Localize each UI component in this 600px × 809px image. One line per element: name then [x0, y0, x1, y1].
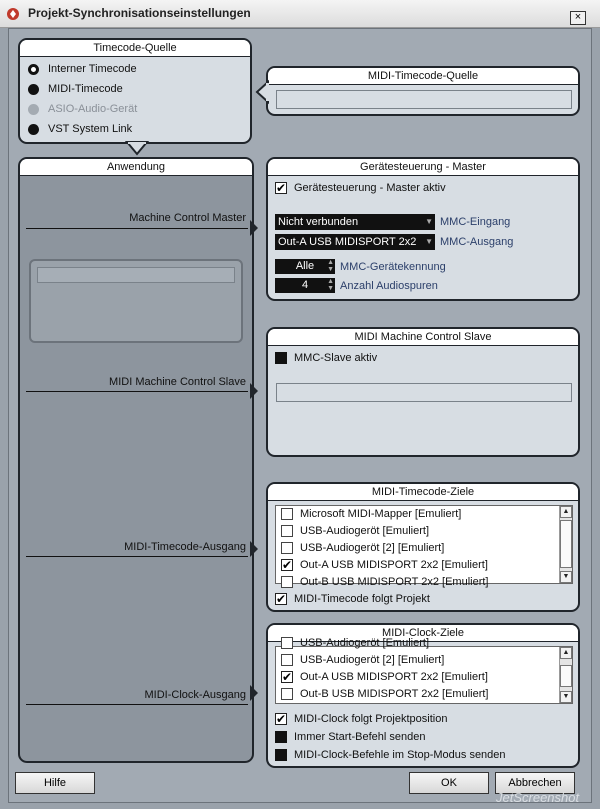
mmc-slave-field[interactable] [276, 383, 572, 402]
cancel-button[interactable]: Abbrechen [495, 772, 575, 794]
checkbox-checked-icon [281, 671, 293, 683]
midi-timecode-source-title: MIDI-Timecode-Quelle [268, 68, 578, 85]
mtc-out-pointer [250, 541, 258, 557]
mmc-slave-label: MIDI Machine Control Slave [109, 376, 246, 388]
mmc-device-id-label: MMC-Gerätekennung [340, 261, 446, 273]
spinner-arrows-icon: ▲ ▼ [327, 259, 334, 273]
mmc-slave-title: MIDI Machine Control Slave [268, 329, 578, 346]
mmc-input-dropdown[interactable]: Nicht verbunden ▼ [275, 214, 435, 230]
mmc-slave-active-checkbox[interactable]: MMC-Slave aktiv [275, 350, 377, 366]
mmc-output-dropdown[interactable]: Out-A USB MIDISPORT 2x2 ▼ [275, 234, 435, 250]
mmc-device-id-spinner[interactable]: Alle ▲ ▼ [275, 259, 335, 274]
help-button[interactable]: Hilfe [15, 772, 95, 794]
list-item[interactable]: Microsoft MIDI-Mapper [Emuliert] [276, 506, 572, 523]
close-button[interactable]: × [570, 11, 586, 25]
clock-out-label: MIDI-Clock-Ausgang [144, 689, 246, 701]
always-send-start-checkbox[interactable]: Immer Start-Befehl senden [275, 729, 425, 745]
checkbox-filled-icon [275, 352, 287, 364]
clock-targets-scrollbar[interactable] [559, 647, 572, 703]
checkbox-empty-icon [281, 688, 293, 700]
ok-button[interactable]: OK [409, 772, 489, 794]
list-item[interactable]: USB-Audiogeröt [2] [Emuliert] [276, 652, 572, 669]
checkbox-checked-icon [275, 593, 287, 605]
mmc-input-label: MMC-Eingang [440, 216, 511, 228]
mtc-targets-panel [266, 482, 580, 612]
checkbox-checked-icon [281, 559, 293, 571]
list-item[interactable]: USB-Audiogeröt [Emuliert] [276, 635, 572, 652]
mtc-out-line [26, 556, 248, 557]
cubase-app-icon [6, 7, 20, 21]
scroll-down-icon[interactable]: ▼ [560, 691, 572, 703]
clock-follow-position-checkbox[interactable]: ✔ MIDI-Clock folgt Projektposition [275, 711, 447, 727]
midi-timecode-source-pointer [256, 82, 268, 102]
machine-control-master-label: Machine Control Master [129, 212, 246, 224]
timecode-source-panel [18, 38, 252, 144]
machine-control-master-pointer [250, 220, 258, 236]
checkbox-empty-icon [281, 508, 293, 520]
scroll-up-icon[interactable]: ▲ [560, 506, 572, 518]
checkbox-checked-icon [275, 713, 287, 725]
dropdown-arrow-icon: ▼ [425, 217, 433, 226]
radio-filled-icon [28, 124, 39, 135]
clock-targets-panel [266, 623, 580, 768]
mtc-targets-scrollbar[interactable] [559, 506, 572, 583]
checkbox-empty-icon [281, 542, 293, 554]
checkbox-empty-icon [281, 525, 293, 537]
watermark-logo: JetScreenshot [496, 790, 580, 805]
timecode-source-title: Timecode-Quelle [20, 40, 250, 57]
timecode-option-midi[interactable]: MIDI-Timecode [28, 81, 123, 97]
list-item[interactable]: Out-B USB MIDISPORT 2x2 [Emuliert] [276, 686, 572, 703]
application-panel [18, 157, 254, 763]
mtc-follow-project-checkbox[interactable]: ✔ MIDI-Timecode folgt Projekt [275, 591, 430, 607]
audio-tracks-spinner[interactable]: 4 ▲ ▼ [275, 278, 335, 293]
scroll-up-icon[interactable]: ▲ [560, 647, 572, 659]
mmc-slave-pointer [250, 383, 258, 399]
checkbox-empty-icon [281, 637, 293, 649]
radio-disabled-icon [28, 104, 39, 115]
timecode-source-pointer [127, 142, 147, 156]
timecode-option-vst[interactable]: VST System Link [28, 121, 132, 137]
list-item[interactable]: ✔ Out-A USB MIDISPORT 2x2 [Emuliert] [276, 669, 572, 686]
title-bar [0, 0, 600, 28]
checkbox-filled-icon [275, 749, 287, 761]
list-item[interactable]: USB-Audiogeröt [Emuliert] [276, 523, 572, 540]
list-item[interactable]: ✔ Out-A USB MIDISPORT 2x2 [Emuliert] [276, 557, 572, 574]
list-item[interactable]: USB-Audiogeröt [2] [Emuliert] [276, 540, 572, 557]
clock-targets-list [275, 637, 573, 704]
radio-selected-icon [28, 64, 39, 75]
timecode-option-internal[interactable]: Interner Timecode [28, 61, 137, 77]
clock-targets-title: MIDI-Clock-Ziele [268, 625, 578, 642]
radio-filled-icon [28, 84, 39, 95]
mmc-output-label: MMC-Ausgang [440, 236, 514, 248]
scroll-thumb[interactable] [560, 665, 572, 687]
mmc-slave-line [26, 391, 248, 392]
checkbox-checked-icon [275, 182, 287, 194]
audio-tracks-label: Anzahl Audiospuren [340, 280, 438, 292]
scroll-down-icon[interactable]: ▼ [560, 571, 572, 583]
application-frame [29, 259, 243, 343]
spinner-arrows-icon: ▲ ▼ [327, 278, 334, 292]
mmc-slave-panel [266, 327, 580, 457]
dropdown-arrow-icon: ▼ [425, 237, 433, 246]
checkbox-filled-icon [275, 731, 287, 743]
timecode-option-asio[interactable]: ASIO-Audio-Gerät [28, 101, 137, 117]
checkbox-empty-icon [281, 654, 293, 666]
scroll-thumb[interactable] [560, 520, 572, 568]
mtc-out-label: MIDI-Timecode-Ausgang [124, 541, 246, 553]
midi-timecode-source-field[interactable] [276, 90, 572, 109]
clock-out-line [26, 704, 248, 705]
window-title: Projekt-Synchronisationseinstellungen [28, 6, 251, 20]
checkbox-empty-icon [281, 576, 293, 588]
list-item[interactable]: Out-B USB MIDISPORT 2x2 [Emuliert] [276, 574, 572, 591]
device-control-panel [266, 157, 580, 301]
send-clock-in-stop-checkbox[interactable]: MIDI-Clock-Befehle im Stop-Modus senden [275, 747, 506, 763]
machine-control-master-line [26, 228, 248, 229]
mtc-targets-list [275, 505, 573, 588]
device-control-active-checkbox[interactable]: ✔ Gerätesteuerung - Master aktiv [275, 180, 446, 196]
mtc-targets-title: MIDI-Timecode-Ziele [268, 484, 578, 501]
application-field[interactable] [37, 267, 235, 283]
application-panel-title: Anwendung [20, 159, 252, 176]
clock-out-pointer [250, 685, 258, 701]
midi-timecode-source-panel [266, 66, 580, 116]
device-control-title: Gerätesteuerung - Master [268, 159, 578, 176]
